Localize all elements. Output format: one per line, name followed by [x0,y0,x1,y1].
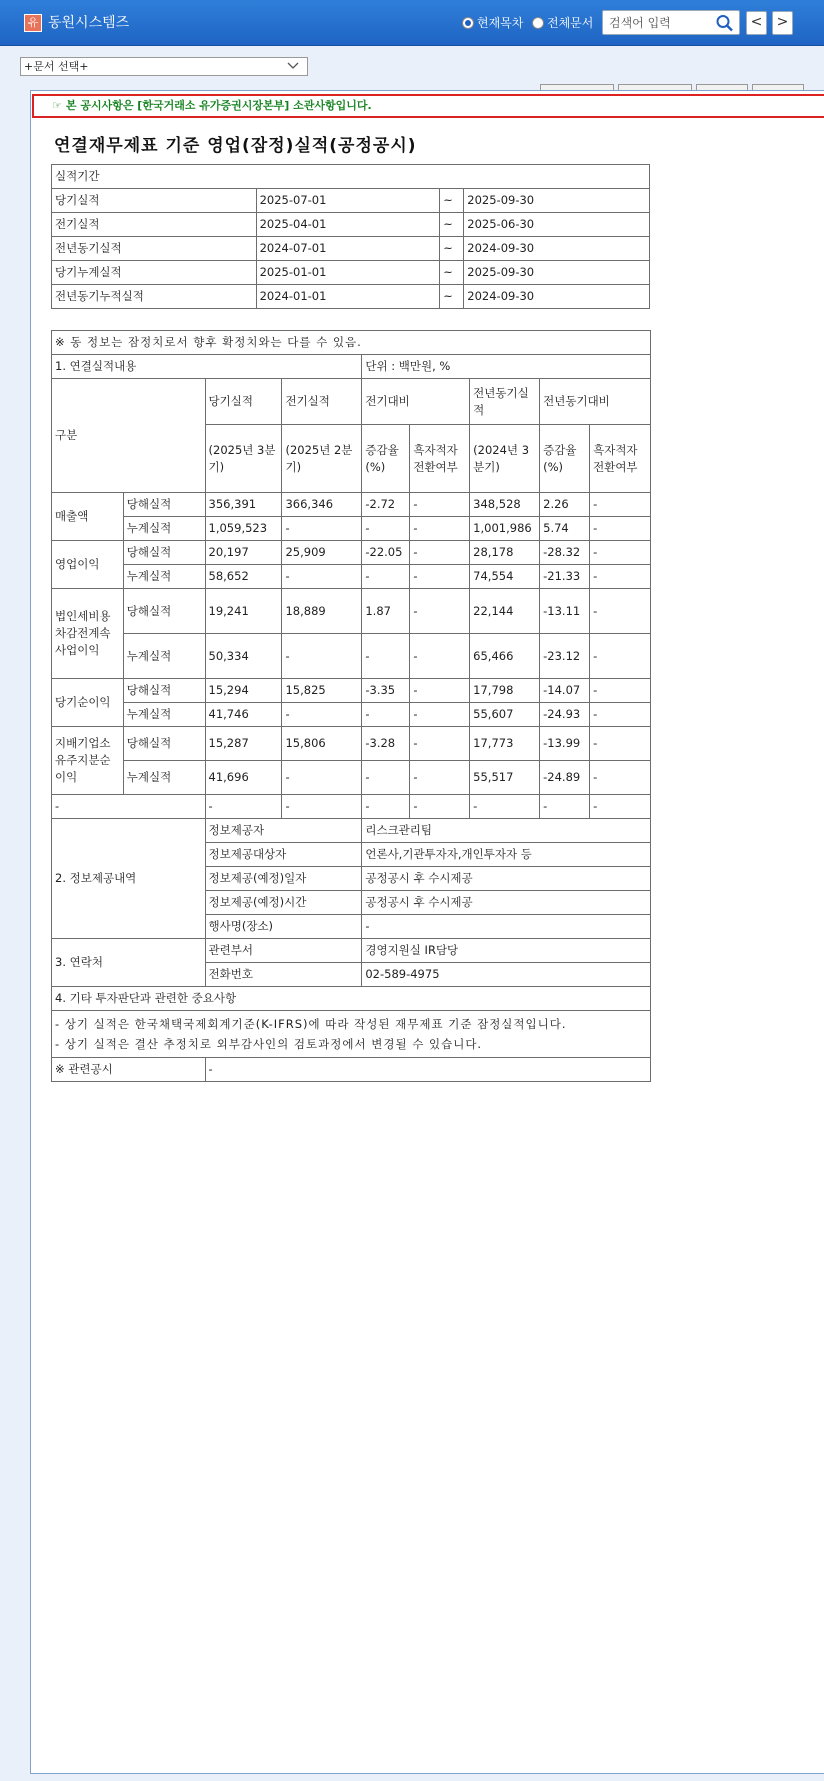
row-kind: 당해실적 [123,589,205,634]
cell-previous: 15,806 [282,727,362,761]
logo-icon: 유 [24,14,42,32]
cell-rate: -2.72 [362,493,410,517]
header-yoy-sub: (2024년 3분기) [470,425,540,493]
results-table [51,330,651,1082]
note-text: ※ 동 정보는 잠정치로서 향후 확정치와는 다를 수 있음. [52,331,651,355]
next-button[interactable]: > [772,11,793,35]
table-row [52,761,651,795]
period-label: 전년동기실적 [52,237,257,261]
table-row [52,213,650,237]
cell-current: 15,287 [205,727,282,761]
cell-turn: - [410,761,470,795]
header-turn: 흑자적자전환여부 [410,425,470,493]
period-sep: ~ [440,189,464,213]
radio-current-toc[interactable] [462,14,523,31]
period-label: 전년동기누적실적 [52,285,257,309]
cell-yoy-turn: - [590,679,651,703]
contact-key: 전화번호 [205,963,362,987]
header-turn-2: 흑자적자전환여부 [590,425,651,493]
related-value[interactable]: - [205,1058,650,1082]
period-from: 2025-04-01 [256,213,440,237]
section-4-title: 4. 기타 투자판단과 관련한 중요사항 [52,987,651,1011]
chevron-down-icon [287,61,299,71]
cell-yoy-rate: -24.93 [540,703,590,727]
cell-current: 58,652 [205,565,282,589]
cell-yoy: 55,607 [470,703,540,727]
cell-previous: - [282,634,362,679]
table-row [52,939,651,963]
row-kind: 누계실적 [123,634,205,679]
section-3-title: 3. 연락처 [52,939,206,987]
radio-on-icon[interactable] [462,17,474,29]
company-name[interactable]: 동원시스템즈 [48,15,130,31]
row-kind: 누계실적 [123,761,205,795]
cell-previous: - [282,703,362,727]
cell-previous: - [282,761,362,795]
cell-current: 41,746 [205,703,282,727]
cell-previous: 18,889 [282,589,362,634]
cell-current: 356,391 [205,493,282,517]
period-from: 2025-01-01 [256,261,440,285]
period-sep: ~ [440,261,464,285]
cell-yoy-turn: - [590,761,651,795]
cell-yoy: 17,798 [470,679,540,703]
info-key: 행사명(장소) [205,915,362,939]
document-select-value: +문서 선택+ [24,60,89,73]
cell-turn: - [410,541,470,565]
cell-yoy-rate: -21.33 [540,565,590,589]
notice-banner [32,94,824,118]
cell-rate: - [362,517,410,541]
period-label: 전기실적 [52,213,257,237]
header-rate-2: 증감율(%) [540,425,590,493]
cell-previous: 366,346 [282,493,362,517]
period-from: 2024-07-01 [256,237,440,261]
info-key: 정보제공(예정)시간 [205,891,362,915]
cell-yoy-rate: -13.99 [540,727,590,761]
cell-yoy-turn: - [590,493,651,517]
cell-rate: -3.28 [362,727,410,761]
period-label: 당기누계실적 [52,261,257,285]
period-from: 2024-01-01 [256,285,440,309]
cell-yoy: 65,466 [470,634,540,679]
info-value: - [362,915,651,939]
cell-rate: - [362,565,410,589]
header-rate: 증감율(%) [362,425,410,493]
period-to: 2025-06-30 [464,213,650,237]
cell-current: 19,241 [205,589,282,634]
other-note-2: - 상기 실적은 결산 추정치로 외부감사인의 검토과정에서 변경될 수 있습니다. [55,1037,483,1051]
cell-turn: - [410,703,470,727]
group-label: 지배기업소유주지분순이익 [52,727,124,795]
cell-dash: - [205,795,282,819]
contact-value: 02-589-4975 [362,963,651,987]
related-label: ※ 관련공시 [52,1058,206,1082]
pointing-hand-icon: ☞ [52,99,62,112]
radio-all-label[interactable]: 전체문서 [547,16,594,30]
cell-yoy-rate: 2.26 [540,493,590,517]
cell-dash: - [410,795,470,819]
cell-turn: - [410,565,470,589]
unit-label: 단위 : 백만원, % [362,355,651,379]
cell-turn: - [410,589,470,634]
prev-button[interactable]: < [746,11,767,35]
info-value: 언론사,기관투자자,개인투자자 등 [362,843,651,867]
contact-value: 경영지원실 IR담당 [362,939,651,963]
info-key: 정보제공자 [205,819,362,843]
table-row [52,189,650,213]
cell-rate: -3.35 [362,679,410,703]
cell-yoy-turn: - [590,517,651,541]
cell-yoy: 1,001,986 [470,517,540,541]
cell-previous: 25,909 [282,541,362,565]
table-row [52,237,650,261]
cell-turn: - [410,493,470,517]
table-row [52,261,650,285]
period-to: 2024-09-30 [464,285,650,309]
table-row [52,795,651,819]
header-vs-yoy: 전년동기대비 [540,379,651,425]
header-vs-previous: 전기대비 [362,379,470,425]
table-row [52,634,651,679]
cell-yoy-rate: 5.74 [540,517,590,541]
info-value: 공정공시 후 수시제공 [362,891,651,915]
group-label: 법인세비용차감전계속사업이익 [52,589,124,679]
cell-yoy: 28,178 [470,541,540,565]
cell-yoy: 348,528 [470,493,540,517]
table-row [52,679,651,703]
cell-dash: - [362,795,410,819]
header-current-sub: (2025년 3분기) [205,425,282,493]
period-header: 실적기간 [52,165,650,189]
cell-previous: - [282,565,362,589]
section-2-title: 2. 정보제공내역 [52,819,206,939]
cell-rate: - [362,634,410,679]
row-kind: 당해실적 [123,727,205,761]
table-row [52,493,651,517]
cell-yoy-turn: - [590,565,651,589]
header-previous: 전기실적 [282,379,362,425]
table-row [52,819,651,843]
top-bar [0,0,824,46]
cell-dash: - [52,795,206,819]
cell-turn: - [410,727,470,761]
header-current: 당기실적 [205,379,282,425]
cell-dash: - [590,795,651,819]
table-row [52,517,651,541]
cell-turn: - [410,679,470,703]
cell-dash: - [540,795,590,819]
cell-current: 41,696 [205,761,282,795]
table-row [52,703,651,727]
cell-rate: 1.87 [362,589,410,634]
group-label: 매출액 [52,493,124,541]
info-key: 정보제공(예정)일자 [205,867,362,891]
cell-current: 15,294 [205,679,282,703]
cell-rate: - [362,761,410,795]
row-kind: 누계실적 [123,517,205,541]
section-1-title: 1. 연결실적내용 [52,355,362,379]
search-input[interactable] [609,14,709,32]
cell-yoy-turn: - [590,703,651,727]
cell-yoy-turn: - [590,727,651,761]
table-row [52,727,651,761]
cell-yoy: 22,144 [470,589,540,634]
info-value: 리스크관리팀 [362,819,651,843]
period-label: 당기실적 [52,189,257,213]
cell-yoy-turn: - [590,634,651,679]
period-from: 2025-07-01 [256,189,440,213]
other-notes [52,1011,651,1058]
cell-current: 50,334 [205,634,282,679]
row-kind: 누계실적 [123,565,205,589]
table-row [52,541,651,565]
cell-yoy: 55,517 [470,761,540,795]
search-icon[interactable] [715,14,735,32]
cell-rate: - [362,703,410,727]
cell-yoy-turn: - [590,541,651,565]
contact-key: 관련부서 [205,939,362,963]
document-title: 연결재무제표 기준 영업(잠정)실적(공정공시) [54,136,417,156]
cell-yoy-rate: -28.32 [540,541,590,565]
cell-current: 1,059,523 [205,517,282,541]
cell-turn: - [410,517,470,541]
radio-current-label[interactable]: 현재목차 [477,16,524,30]
header-yoy: 전년동기실적 [470,379,540,425]
period-table [51,164,650,309]
cell-previous: - [282,517,362,541]
cell-rate: -22.05 [362,541,410,565]
period-sep: ~ [440,285,464,309]
cell-dash: - [470,795,540,819]
row-kind: 당해실적 [123,493,205,517]
period-to: 2025-09-30 [464,189,650,213]
table-row [52,589,651,634]
cell-yoy-rate: -23.12 [540,634,590,679]
info-key: 정보제공대상자 [205,843,362,867]
period-sep: ~ [440,237,464,261]
cell-yoy-rate: -24.89 [540,761,590,795]
other-note-1: - 상기 실적은 한국채택국제회계기준(K-IFRS)에 따라 작성된 재무제표 기준 잠정실적입니다. [55,1017,567,1031]
cell-yoy-rate: -14.07 [540,679,590,703]
info-value: 공정공시 후 수시제공 [362,867,651,891]
cell-yoy: 74,554 [470,565,540,589]
cell-turn: - [410,634,470,679]
period-to: 2024-09-30 [464,237,650,261]
row-kind: 당해실적 [123,541,205,565]
table-row [52,565,651,589]
header-previous-sub: (2025년 2분기) [282,425,362,493]
notice-text: 본 공시사항은 [한국거래소 유가증권시장본부] 소관사항입니다. [65,99,372,112]
cell-current: 20,197 [205,541,282,565]
cell-yoy-rate: -13.11 [540,589,590,634]
search-box[interactable] [602,10,740,35]
cell-previous: 15,825 [282,679,362,703]
period-to: 2025-09-30 [464,261,650,285]
cell-yoy-turn: - [590,589,651,634]
period-sep: ~ [440,213,464,237]
group-label: 영업이익 [52,541,124,589]
document-select[interactable] [20,57,308,76]
header-gubun: 구분 [52,379,206,493]
radio-all-docs[interactable] [532,14,593,31]
cell-dash: - [282,795,362,819]
table-row [52,285,650,309]
cell-yoy: 17,773 [470,727,540,761]
row-kind: 누계실적 [123,703,205,727]
radio-off-icon[interactable] [532,17,544,29]
row-kind: 당해실적 [123,679,205,703]
group-label: 당기순이익 [52,679,124,727]
